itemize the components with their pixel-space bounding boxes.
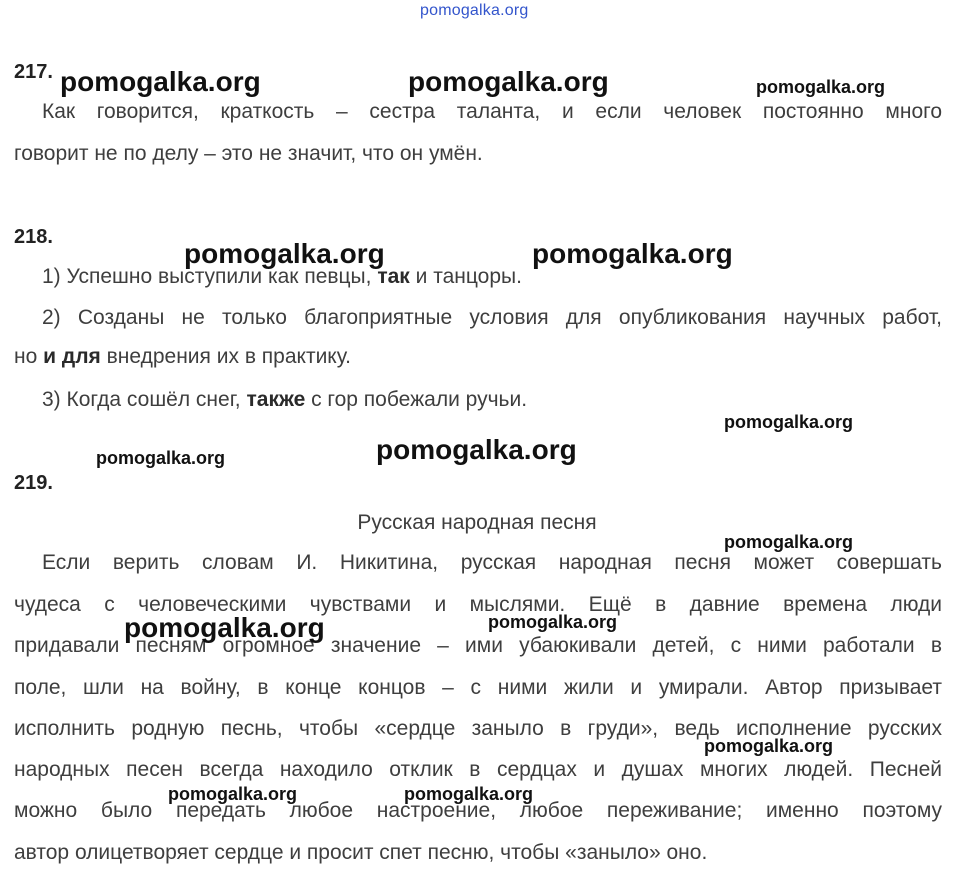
exercise-217-line-1: Как говорится, краткость – сестра таланта, и если человек постоянно много bbox=[42, 100, 942, 123]
exercise-217-line-2: говорит не по делу – это не значит, что он умён. bbox=[14, 142, 483, 165]
exercise-219-line-4: поле, шли на войну, в конце концов – с ними жили и умирали. Автор призывает bbox=[14, 676, 942, 699]
item-1-text-a: 1) Успешно выступили как певцы, bbox=[42, 265, 378, 288]
exercise-218-item-3 bbox=[42, 387, 942, 413]
watermark: pomogalka.org bbox=[184, 238, 385, 269]
watermark: pomogalka.org bbox=[532, 238, 733, 269]
exercise-219-line-3: придавали песням огромное значение – ими убаюкивали детей, с ними работали в bbox=[14, 634, 942, 657]
watermark: pomogalka.org bbox=[60, 66, 261, 97]
exercise-218-item-2-line-1: 2) Созданы не только благоприятные условия для опубликования научных работ, bbox=[42, 306, 942, 329]
exercise-218-item-1 bbox=[42, 264, 942, 290]
exercise-219-line-1: Если верить словам И. Никитина, русская народная песня может совершать bbox=[42, 551, 942, 574]
exercise-219-line-5: исполнить родную песнь, чтобы «сердце заныло в груди», ведь исполнение русских bbox=[14, 717, 942, 740]
exercise-218-number: 218. bbox=[14, 226, 53, 248]
watermark: pomogalka.org bbox=[756, 77, 886, 97]
exercise-218-item-2-line-2 bbox=[14, 344, 942, 370]
item-2-text-c: внедрения их в практику. bbox=[100, 345, 351, 368]
exercise-219-line-6: народных песен всегда находило отклик в сердцах и душах многих людей. Песней bbox=[14, 758, 942, 781]
exercise-219-line-2: чудеса с человеческими чувствами и мыслями. Ещё в давние времена люди bbox=[14, 593, 942, 616]
exercise-217-number: 217. bbox=[14, 61, 53, 83]
item-3-text-c: с гор побежали ручьи. bbox=[305, 388, 528, 411]
watermark: pomogalka.org bbox=[168, 784, 298, 804]
exercise-219-title: Русская народная песня bbox=[357, 511, 597, 534]
watermark: pomogalka.org bbox=[408, 66, 609, 97]
item-3-bold: также bbox=[246, 388, 306, 411]
item-1-bold: так bbox=[377, 265, 410, 288]
exercise-219-number: 219. bbox=[14, 472, 53, 494]
item-2-bold: и для bbox=[43, 345, 101, 368]
item-3-text-a: 3) Когда сошёл снег, bbox=[42, 388, 247, 411]
watermark: pomogalka.org bbox=[96, 448, 226, 468]
watermark: pomogalka.org bbox=[724, 532, 854, 552]
item-1-text-c: и танцоры. bbox=[409, 265, 522, 288]
watermark: pomogalka.org bbox=[376, 434, 577, 465]
watermark: pomogalka.org bbox=[404, 784, 534, 804]
watermark: pomogalka.org bbox=[124, 612, 325, 643]
watermark: pomogalka.org bbox=[724, 412, 854, 432]
exercise-219-line-7: можно было передать любое настроение, любое переживание; именно поэтому bbox=[14, 799, 942, 822]
site-header-link[interactable]: pomogalka.org bbox=[420, 2, 529, 19]
exercise-219-line-8: автор олицетворяет сердце и просит спет песню, чтобы «заныло» оно. bbox=[14, 841, 708, 864]
watermark: pomogalka.org bbox=[704, 736, 834, 756]
watermark: pomogalka.org bbox=[488, 612, 618, 632]
item-2-text-a: но bbox=[14, 345, 44, 368]
